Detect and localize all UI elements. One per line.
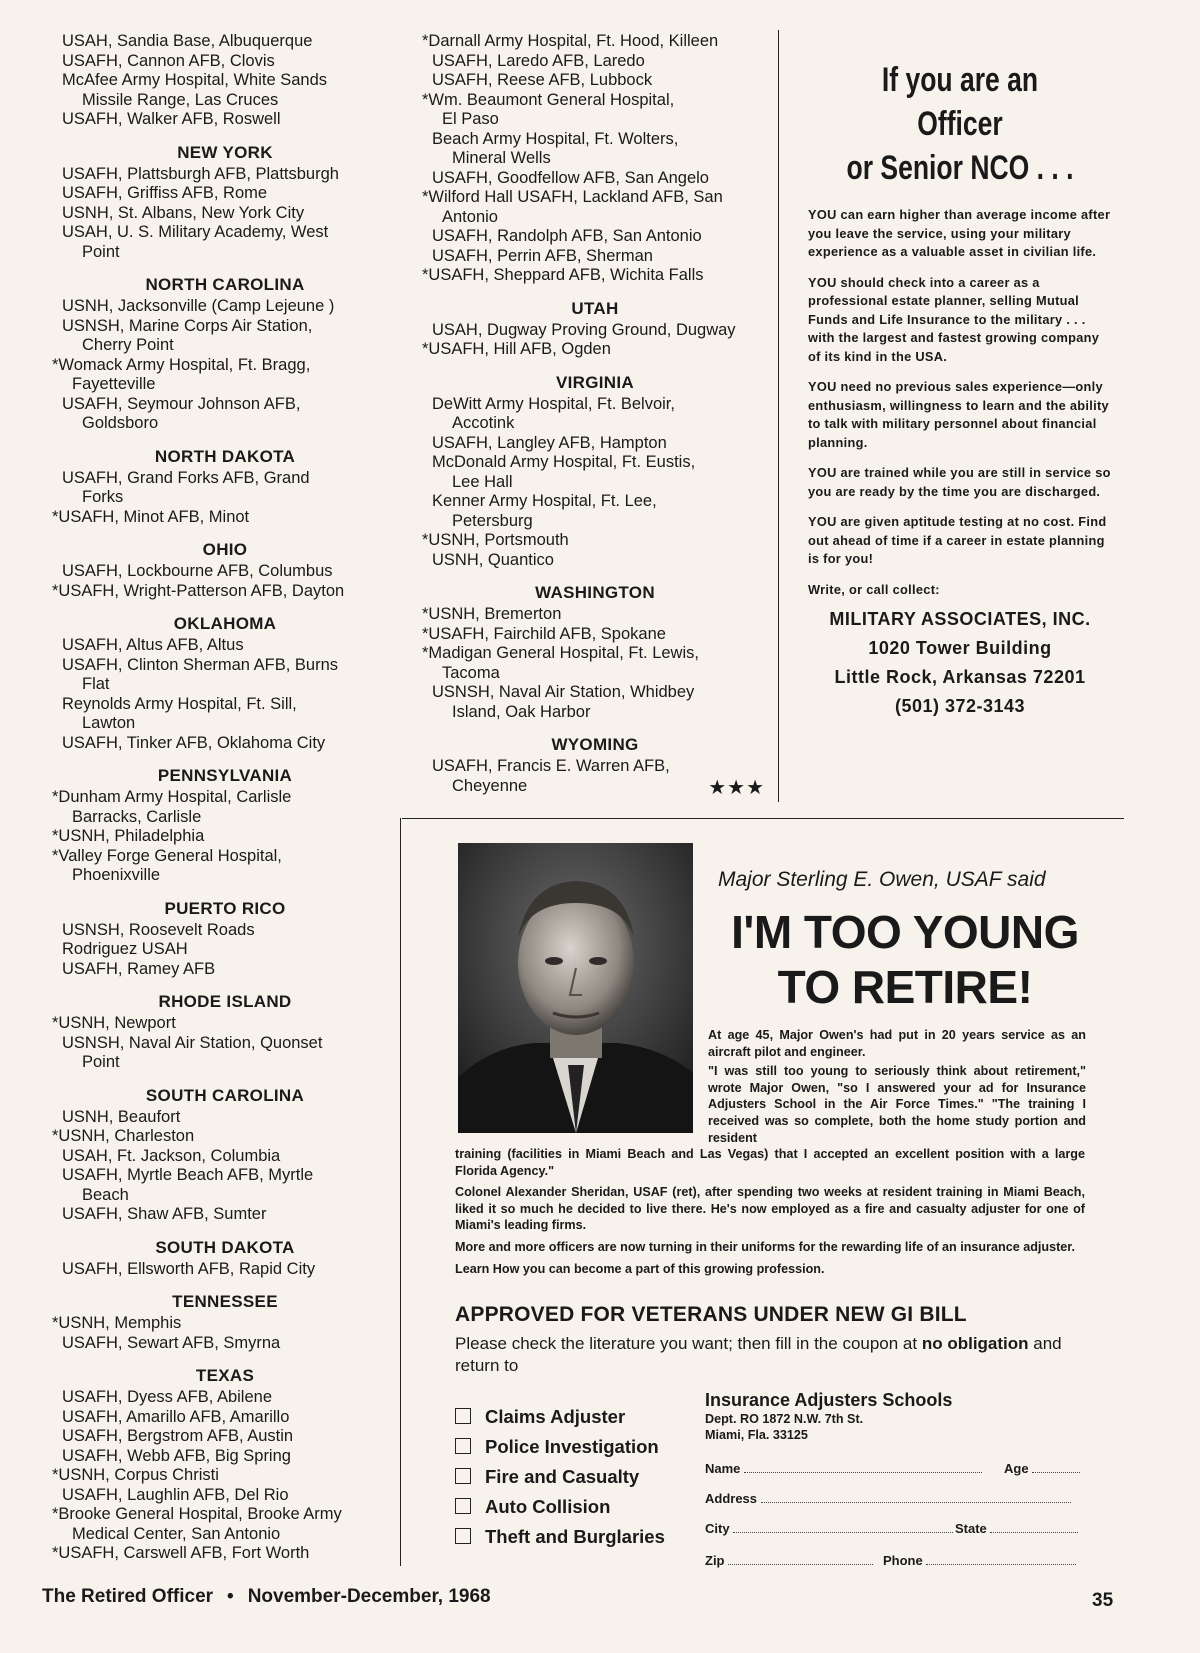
hospital-entry: USNSH, Marine Corps Air Station, Cherry Point <box>62 316 313 354</box>
hospital-entry: Rodriguez USAH <box>62 940 188 958</box>
name-field[interactable]: Name <box>705 1461 982 1476</box>
hospital-entry: USAH, U. S. Military Academy, West Point <box>62 223 329 261</box>
hospital-entry: USAH, Ft. Jackson, Columbia <box>62 1146 281 1165</box>
hospital-entry: USAFH, Francis E. Warren AFB, Cheyenne ★★★ <box>432 757 765 799</box>
coupon-instructions: Please check the literature you want; then fill in the coupon at no obligation and return to <box>455 1334 1062 1375</box>
officer-ad-company: MILITARY ASSOCIATES, INC. <box>829 609 1091 629</box>
hospital-entry: USAFH, Laredo AFB, Laredo <box>432 51 645 70</box>
age-field[interactable]: Age <box>1004 1461 1080 1476</box>
hospital-entry: *USNH, Portsmouth <box>422 531 569 549</box>
hospital-entry: *USAFH, Fairchild AFB, Spokane <box>422 624 666 643</box>
hospital-entry: *USAFH, Sheppard AFB, Wichita Falls <box>422 266 704 284</box>
section-divider <box>402 818 1124 819</box>
hospital-entry: USNSH, Naval Air Station, Quonset Point <box>62 1033 323 1071</box>
school-name: Insurance Adjusters Schools <box>705 1390 953 1410</box>
state-heading: VIRGINIA <box>556 372 634 392</box>
hospital-entry: USAH, Dugway Proving Ground, Dugway <box>432 320 736 339</box>
hospital-entry: USAFH, Shaw AFB, Sumter <box>62 1205 267 1223</box>
hospital-entry: USNH, Quantico <box>432 550 554 569</box>
school-address <box>705 1390 1105 1443</box>
literature-option[interactable] <box>455 1436 659 1458</box>
gi-bill-heading: APPROVED FOR VETERANS UNDER NEW GI BILL <box>455 1303 967 1326</box>
hospital-entry: *USNH, Newport <box>52 1014 176 1032</box>
hospital-entry: USAH, Sandia Base, Albuquerque <box>62 32 313 50</box>
hospital-entry: USAFH, Altus AFB, Altus <box>62 636 244 654</box>
ad-paragraph: "I was still too young to seriously think about retirement," wrote Major Owen, "so I answered your ad for Insurance Adjusters School in the Air Force Times." "The training I received was so complete, both the home study portion and resident <box>708 1064 1086 1145</box>
hospital-entry: USAFH, Bergstrom AFB, Austin <box>62 1427 294 1445</box>
hospital-entry: USAFH, Randolph AFB, San Antonio <box>432 227 702 245</box>
checkbox[interactable] <box>455 1498 471 1514</box>
hospital-entry: USAFH, Lockbourne AFB, Columbus <box>62 562 333 580</box>
state-heading: OKLAHOMA <box>173 614 277 633</box>
hospital-entry: USAFH, Langley AFB, Hampton <box>432 433 667 452</box>
officer-ad-paragraph: YOU should check into a career as a professional estate planner, selling Mutual Funds and Life Insurance to the military . . . with the largest and fastest growing company of its kind in the USA. <box>808 274 1100 364</box>
hospital-entry: USAFH, Laughlin AFB, Del Rio <box>62 1485 289 1504</box>
hospital-entry: *USNH, Corpus Christi <box>52 1466 219 1484</box>
ad-paragraph: training (facilities in Miami Beach and Las Vegas) that I accepted an excellent position with a large Florida Agency." <box>455 1147 1085 1178</box>
hospital-entry: *Womack Army Hospital, Ft. Bragg, Fayetteville <box>52 355 311 393</box>
hospital-entry: USAFH, Webb AFB, Big Spring <box>62 1446 291 1465</box>
hospital-list-column-1 <box>50 32 400 1564</box>
hospital-entry: USAFH, Grand Forks AFB, Grand Forks <box>62 468 310 506</box>
phone-field[interactable]: Phone <box>883 1553 1076 1568</box>
checkbox[interactable] <box>455 1528 471 1544</box>
hospital-entry: USAFH, Tinker AFB, Oklahoma City <box>62 733 326 752</box>
portrait-image <box>458 843 693 1133</box>
hospital-entry: USAFH, Myrtle Beach AFB, Myrtle Beach <box>62 1166 314 1204</box>
hospital-entry: *Wilford Hall USAFH, Lackland AFB, San Antonio <box>422 188 723 226</box>
checkbox[interactable] <box>455 1468 471 1484</box>
hospital-entry: USAFH, Ellsworth AFB, Rapid City <box>62 1259 316 1278</box>
hospital-entry: USAFH, Clinton Sherman AFB, Burns Flat <box>62 655 339 693</box>
hospital-entry: USAFH, Cannon AFB, Clovis <box>62 51 275 70</box>
officer-ad-paragraph: YOU are trained while you are still in service so you are ready by the time you are discharged. <box>808 465 1111 499</box>
hospital-entry: *USNH, Bremerton <box>422 605 562 623</box>
hospital-entry: Beach Army Hospital, Ft. Wolters, Mineral Wells <box>432 129 679 167</box>
hospital-entry: *USNH, Memphis <box>52 1314 182 1332</box>
state-heading: TEXAS <box>195 1366 255 1385</box>
hospital-entry: *Darnall Army Hospital, Ft. Hood, Killeen <box>422 32 719 50</box>
literature-option[interactable] <box>455 1406 625 1428</box>
end-stars: ★★★ <box>708 776 765 799</box>
ad-byline: Major Sterling E. Owen, USAF said <box>718 868 1046 891</box>
officer-ad-paragraph: YOU can earn higher than average income after you leave the service, using your military experience as a valuable asset in civilian life. <box>808 207 1111 259</box>
hospital-entry: USAFH, Goodfellow AFB, San Angelo <box>432 168 709 187</box>
ad-paragraph: Colonel Alexander Sheridan, USAF (ret), after spending two weeks at resident training in Miami Beach, liked it so much he decided to live there. He's now employed as a fire and casualty adjuster for one of Miami's leading firms. <box>455 1185 1085 1233</box>
hospital-entry: USNH, St. Albans, New York City <box>62 203 305 222</box>
ad-story-full <box>455 1146 1085 1282</box>
state-heading: SOUTH DAKOTA <box>155 1237 295 1257</box>
literature-option[interactable] <box>455 1466 639 1488</box>
state-field[interactable]: State <box>955 1521 1078 1536</box>
state-heading: SOUTH CAROLINA <box>145 1085 305 1105</box>
footer-bullet: • <box>227 1586 234 1607</box>
hospital-entry: McAfee Army Hospital, White Sands Missile Range, Las Cruces <box>62 71 328 109</box>
state-heading: WYOMING <box>551 735 639 754</box>
hospital-entry: USNSH, Roosevelt Roads <box>62 920 255 939</box>
page-number: 35 <box>1092 1590 1114 1611</box>
state-heading: PENNSYLVANIA <box>157 766 293 785</box>
school-city: Miami, Fla. 33125 <box>705 1428 808 1442</box>
hospital-entry: *USAFH, Hill AFB, Ogden <box>422 340 611 358</box>
officer-career-ad <box>808 58 1112 721</box>
literature-option[interactable] <box>455 1496 610 1518</box>
publication-name: The Retired Officer <box>42 1586 214 1607</box>
state-heading: TENNESSEE <box>172 1292 278 1311</box>
ad-paragraph: At age 45, Major Owen's had put in 20 years service as an aircraft pilot and engineer. <box>708 1028 1086 1059</box>
state-heading: WASHINGTON <box>535 583 655 602</box>
hospital-entry: USNH, Beaufort <box>62 1107 181 1126</box>
state-heading: NORTH CAROLINA <box>145 275 305 294</box>
checkbox-label: Auto Collision <box>485 1496 611 1517</box>
literature-option[interactable] <box>455 1526 665 1548</box>
hospital-entry: USAFH, Dyess AFB, Abilene <box>62 1388 272 1406</box>
ad-headline: I'M TOO YOUNG TO RETIRE! <box>731 906 1079 1013</box>
hospital-entry: Kenner Army Hospital, Ft. Lee, Petersburg <box>432 492 657 530</box>
hospital-entry: McDonald Army Hospital, Ft. Eustis, Lee Hall <box>432 453 696 491</box>
hospital-list-column-2 <box>420 32 770 799</box>
hospital-entry: *Brooke General Hospital, Brooke Army Medical Center, San Antonio <box>52 1505 342 1543</box>
hospital-entry: *USNH, Charleston <box>52 1127 195 1145</box>
page-footer <box>42 1586 491 1608</box>
state-heading: NEW YORK <box>177 142 273 162</box>
state-heading: PUERTO RICO <box>164 898 286 918</box>
checkbox[interactable] <box>455 1408 471 1424</box>
hospital-entry: *Valley Forge General Hospital, Phoenixville <box>52 846 282 884</box>
school-dept: Dept. RO 1872 N.W. 7th St. <box>705 1412 864 1426</box>
state-heading: RHODE ISLAND <box>158 992 292 1011</box>
hospital-entry: USAFH, Perrin AFB, Sherman <box>432 246 653 265</box>
major-owen-photo <box>458 843 693 1133</box>
hospital-entry: USAFH, Seymour Johnson AFB, Goldsboro <box>62 394 301 432</box>
hospital-entry: USNSH, Naval Air Station, Whidbey Island, Oak Harbor <box>432 683 695 721</box>
officer-ad-headline: If you are an Officer or Senior NCO . . . <box>846 61 1074 187</box>
officer-ad-building: 1020 Tower Building <box>868 638 1052 658</box>
hospital-entry: USAFH, Sewart AFB, Smyrna <box>62 1333 281 1352</box>
state-heading: NORTH DAKOTA <box>154 446 296 466</box>
hospital-entry: *Wm. Beaumont General Hospital, El Paso <box>422 90 675 128</box>
officer-ad-paragraph: YOU are given aptitude testing at no cost. Find out ahead of time if a career in estate planning is for you! <box>808 514 1107 566</box>
hospital-entry: USAFH, Walker AFB, Roswell <box>62 110 281 128</box>
state-heading: UTAH <box>571 298 619 318</box>
zip-field[interactable]: Zip <box>705 1553 873 1568</box>
city-field[interactable]: City <box>705 1521 953 1536</box>
state-heading: OHIO <box>202 540 248 559</box>
hospital-entry: *USAFH, Minot AFB, Minot <box>52 507 250 526</box>
column-divider <box>400 818 401 1566</box>
hospital-entry: *USNH, Philadelphia <box>52 827 205 845</box>
checkbox-label: Theft and Burglaries <box>485 1526 665 1547</box>
checkbox[interactable] <box>455 1438 471 1454</box>
checkbox-label: Fire and Casualty <box>485 1466 640 1487</box>
hospital-entry: USAFH, Griffiss AFB, Rome <box>62 184 268 202</box>
hospital-entry: USNH, Jacksonville (Camp Lejeune ) <box>62 297 335 315</box>
checkbox-label: Police Investigation <box>485 1436 659 1457</box>
officer-ad-paragraph: YOU need no previous sales experience—only enthusiasm, willingness to learn and the ability to talk with military personnel about financial planning. <box>808 379 1109 450</box>
ad-paragraph: More and more officers are now turning in their uniforms for the rewarding life of an insurance adjuster. <box>455 1239 1075 1254</box>
hospital-entry: *USAFH, Wright-Patterson AFB, Dayton <box>52 581 345 600</box>
hospital-entry: USAFH, Plattsburgh AFB, Plattsburgh <box>62 164 339 183</box>
officer-ad-city: Little Rock, Arkansas 72201 <box>834 667 1086 687</box>
officer-ad-phone: (501) 372-3143 <box>894 696 1026 716</box>
hospital-entry: USAFH, Reese AFB, Lubbock <box>432 71 653 89</box>
checkbox-label: Claims Adjuster <box>485 1406 626 1427</box>
ad-paragraph: Learn How you can become a part of this growing profession. <box>455 1261 825 1276</box>
address-field[interactable]: Address <box>705 1491 1071 1506</box>
officer-ad-write: Write, or call collect: <box>808 581 940 597</box>
column-divider-2 <box>778 30 779 802</box>
hospital-entry: Reynolds Army Hospital, Ft. Sill, Lawton <box>62 694 297 732</box>
hospital-entry: *Dunham Army Hospital, Carlisle Barracks, Carlisle <box>52 788 292 826</box>
hospital-entry: USAFH, Amarillo AFB, Amarillo <box>62 1407 290 1426</box>
hospital-entry: DeWitt Army Hospital, Ft. Belvoir, Accotink <box>432 394 675 432</box>
hospital-entry: *Madigan General Hospital, Ft. Lewis, Tacoma <box>422 644 699 682</box>
issue-date: November-December, 1968 <box>247 1586 491 1607</box>
hospital-entry: *USAFH, Carswell AFB, Fort Worth <box>52 1544 310 1562</box>
hospital-entry: USAFH, Ramey AFB <box>62 959 216 978</box>
ad-story-right <box>708 1027 1086 1149</box>
